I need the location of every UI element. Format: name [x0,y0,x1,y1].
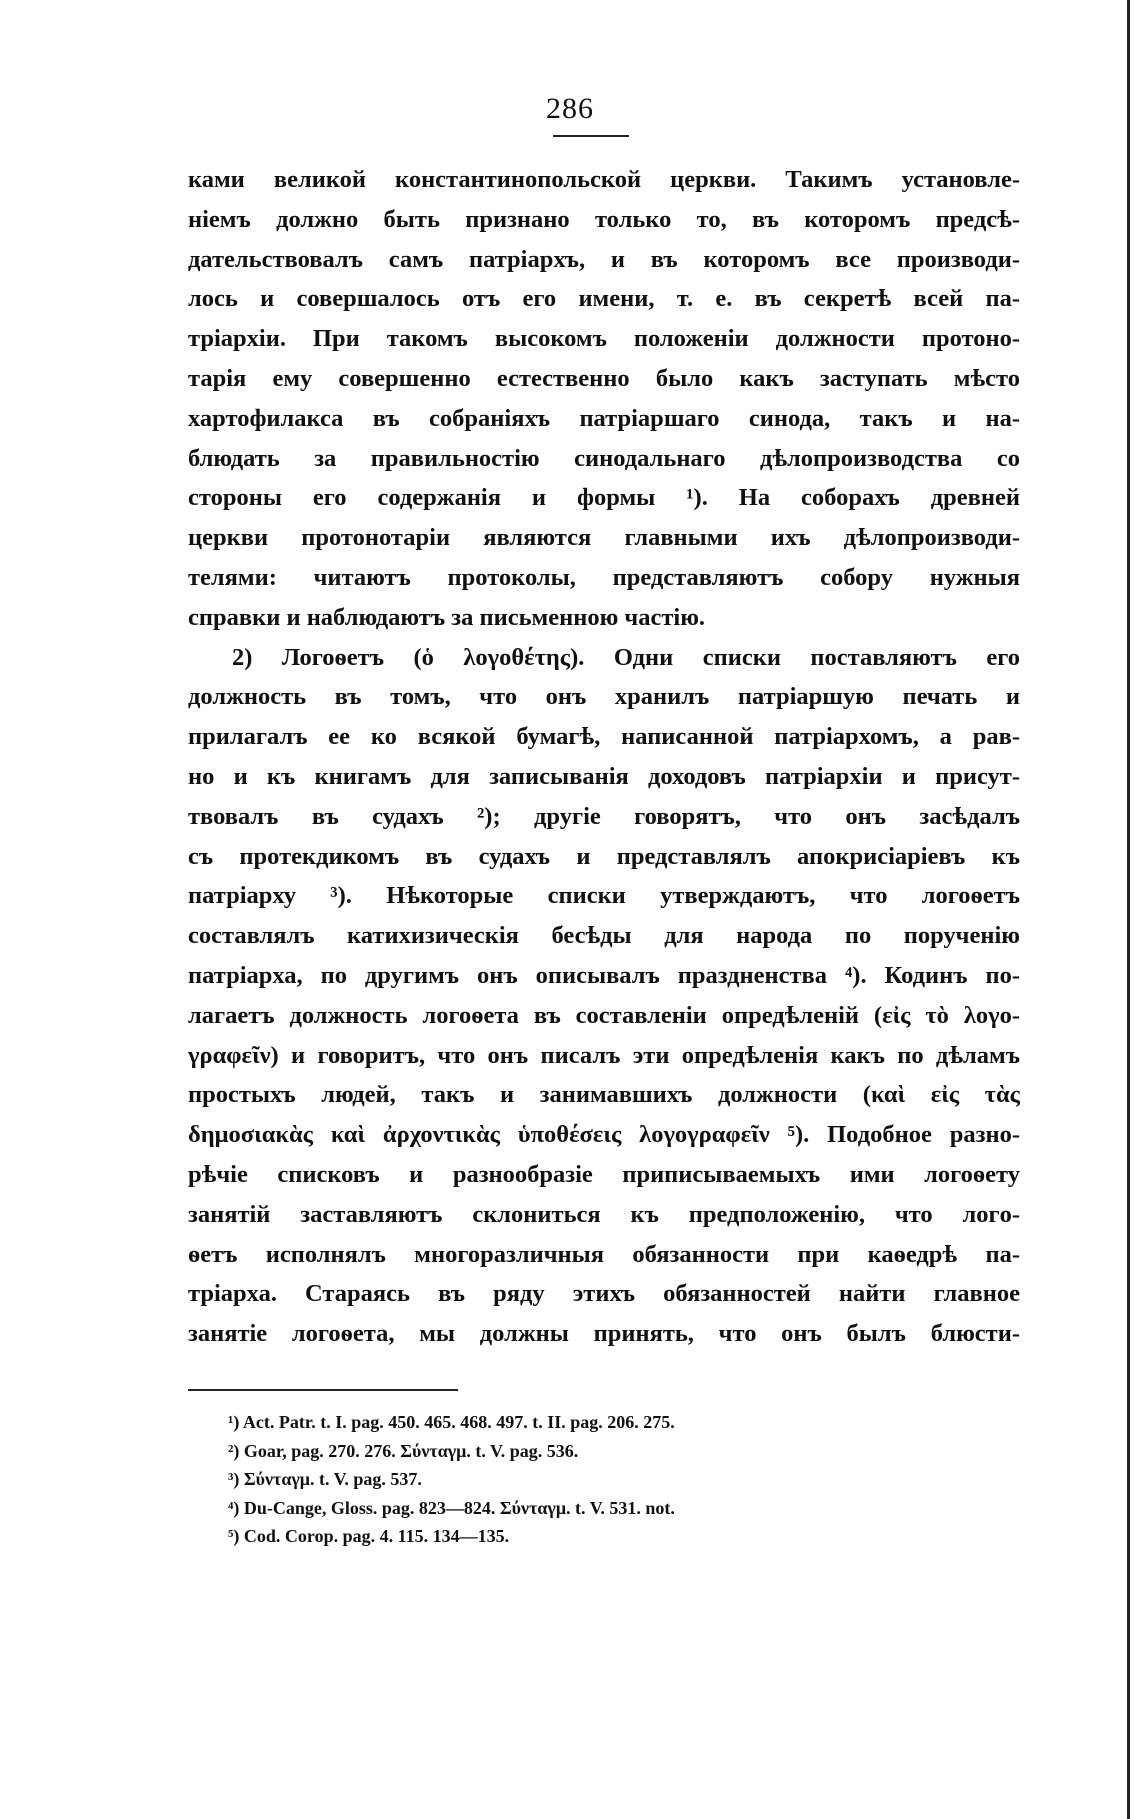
text-line: тарія ему совершенно естественно было какъ заступать мѣсто [188,364,1020,392]
text-line: справки и наблюдаютъ за письменною частію. [188,603,706,631]
text-line: но и къ книгамъ для записыванія доходовъ патріархіи и присут- [188,762,1020,790]
text-line: ѳетъ исполнялъ многоразличныя обязанности при каѳедрѣ па- [188,1240,1020,1268]
footnotes [228,1408,928,1551]
text-line: тріарха. Стараясь въ ряду этихъ обязанностей найти главное [188,1280,1020,1308]
body-text [188,160,1020,1354]
text-line: лагаетъ должность логоѳета въ составленіи опредѣленій (εἰς τὸ λογο- [188,1001,1020,1029]
page-number-underline [553,135,629,137]
text-line: церкви протонотаріи являются главными ихъ дѣлопроизводи- [188,524,1020,552]
text-line: занятіе логоѳета, мы должны принять, что онъ былъ блюсти- [188,1320,1020,1348]
footnote: ⁴) Du-Cange, Gloss. pag. 823—824. Σύνταγμ. t. V. 531. not. [228,1497,675,1518]
text-line: телями: читаютъ протоколы, представляютъ собору нужныя [188,563,1020,591]
text-line: твовалъ въ судахъ ²); другіе говорятъ, что онъ засѣдалъ [188,802,1020,830]
text-line: съ протекдикомъ въ судахъ и представлялъ апокрисіаріевъ къ [188,842,1020,870]
footnote-separator [188,1389,458,1391]
text-line: 2) Логоѳетъ (ὁ λογοθέτης). Одни списки поставляютъ его [232,643,1020,671]
text-line: стороны его содержанія и формы ¹). На соборахъ древней [188,484,1020,512]
footnote: ³) Σύνταγμ. t. V. pag. 537. [228,1469,422,1489]
text-line: хартофилакса въ собраніяхъ патріаршаго синода, такъ и на- [188,404,1020,432]
text-line: ніемъ должно быть признано только то, въ которомъ предсѣ- [188,205,1020,233]
text-line: дательствовалъ самъ патріархъ, и въ которомъ все производи- [188,245,1020,273]
footnote: ²) Goar, pag. 270. 276. Σύνταγμ. t. V. pag. 536. [228,1440,579,1461]
page-edge-line [1127,0,1130,1819]
text-line: δημοσιακὰς καὶ ἀρχοντικὰς ὑποθέσεις λογογραφεῖν ⁵). Подобное разно- [188,1121,1020,1149]
text-line: составлялъ катихизическія бесѣды для народа по порученію [188,922,1020,950]
text-line: рѣчіе списковъ и разнообразіе приписываемыхъ ими логоѳету [188,1160,1020,1188]
text-line: лось и совершалось отъ его имени, т. е. въ секретѣ всей па- [188,285,1020,313]
footnote: ⁵) Cod. Corop. pag. 4. 115. 134—135. [228,1526,510,1546]
text-line: ками великой константинопольской церкви. Такимъ установле- [188,166,1020,193]
text-line: простыхъ людей, такъ и занимавшихъ должности (καὶ εἰς τὰς [188,1081,1020,1109]
text-line: γραφεῖν) и говоритъ, что онъ писалъ эти опредѣленія какъ по дѣламъ [188,1041,1020,1069]
text-line: тріархіи. При такомъ высокомъ положеніи должности протоно- [188,325,1020,353]
text-line: занятій заставляютъ склониться къ предположенію, что логo- [188,1200,1020,1228]
text-line: должность въ томъ, что онъ хранилъ патріаршую печать и [188,683,1020,711]
footnote: ¹) Act. Patr. t. I. pag. 450. 465. 468. 497. t. II. pag. 206. 275. [228,1412,675,1432]
text-line: прилагалъ ее ко всякой бумагѣ, написанной патріархомъ, а рав- [188,723,1020,751]
text-line: патріарха, по другимъ онъ описывалъ праздненства ⁴). Кодинъ по- [188,961,1020,989]
text-line: блюдать за правильностію синодальнаго дѣлопроизводства со [188,444,1020,472]
page-number: 286 [546,92,594,125]
text-line: патріарху ³). Нѣкоторые списки утверждаютъ, что логоѳетъ [188,882,1020,910]
